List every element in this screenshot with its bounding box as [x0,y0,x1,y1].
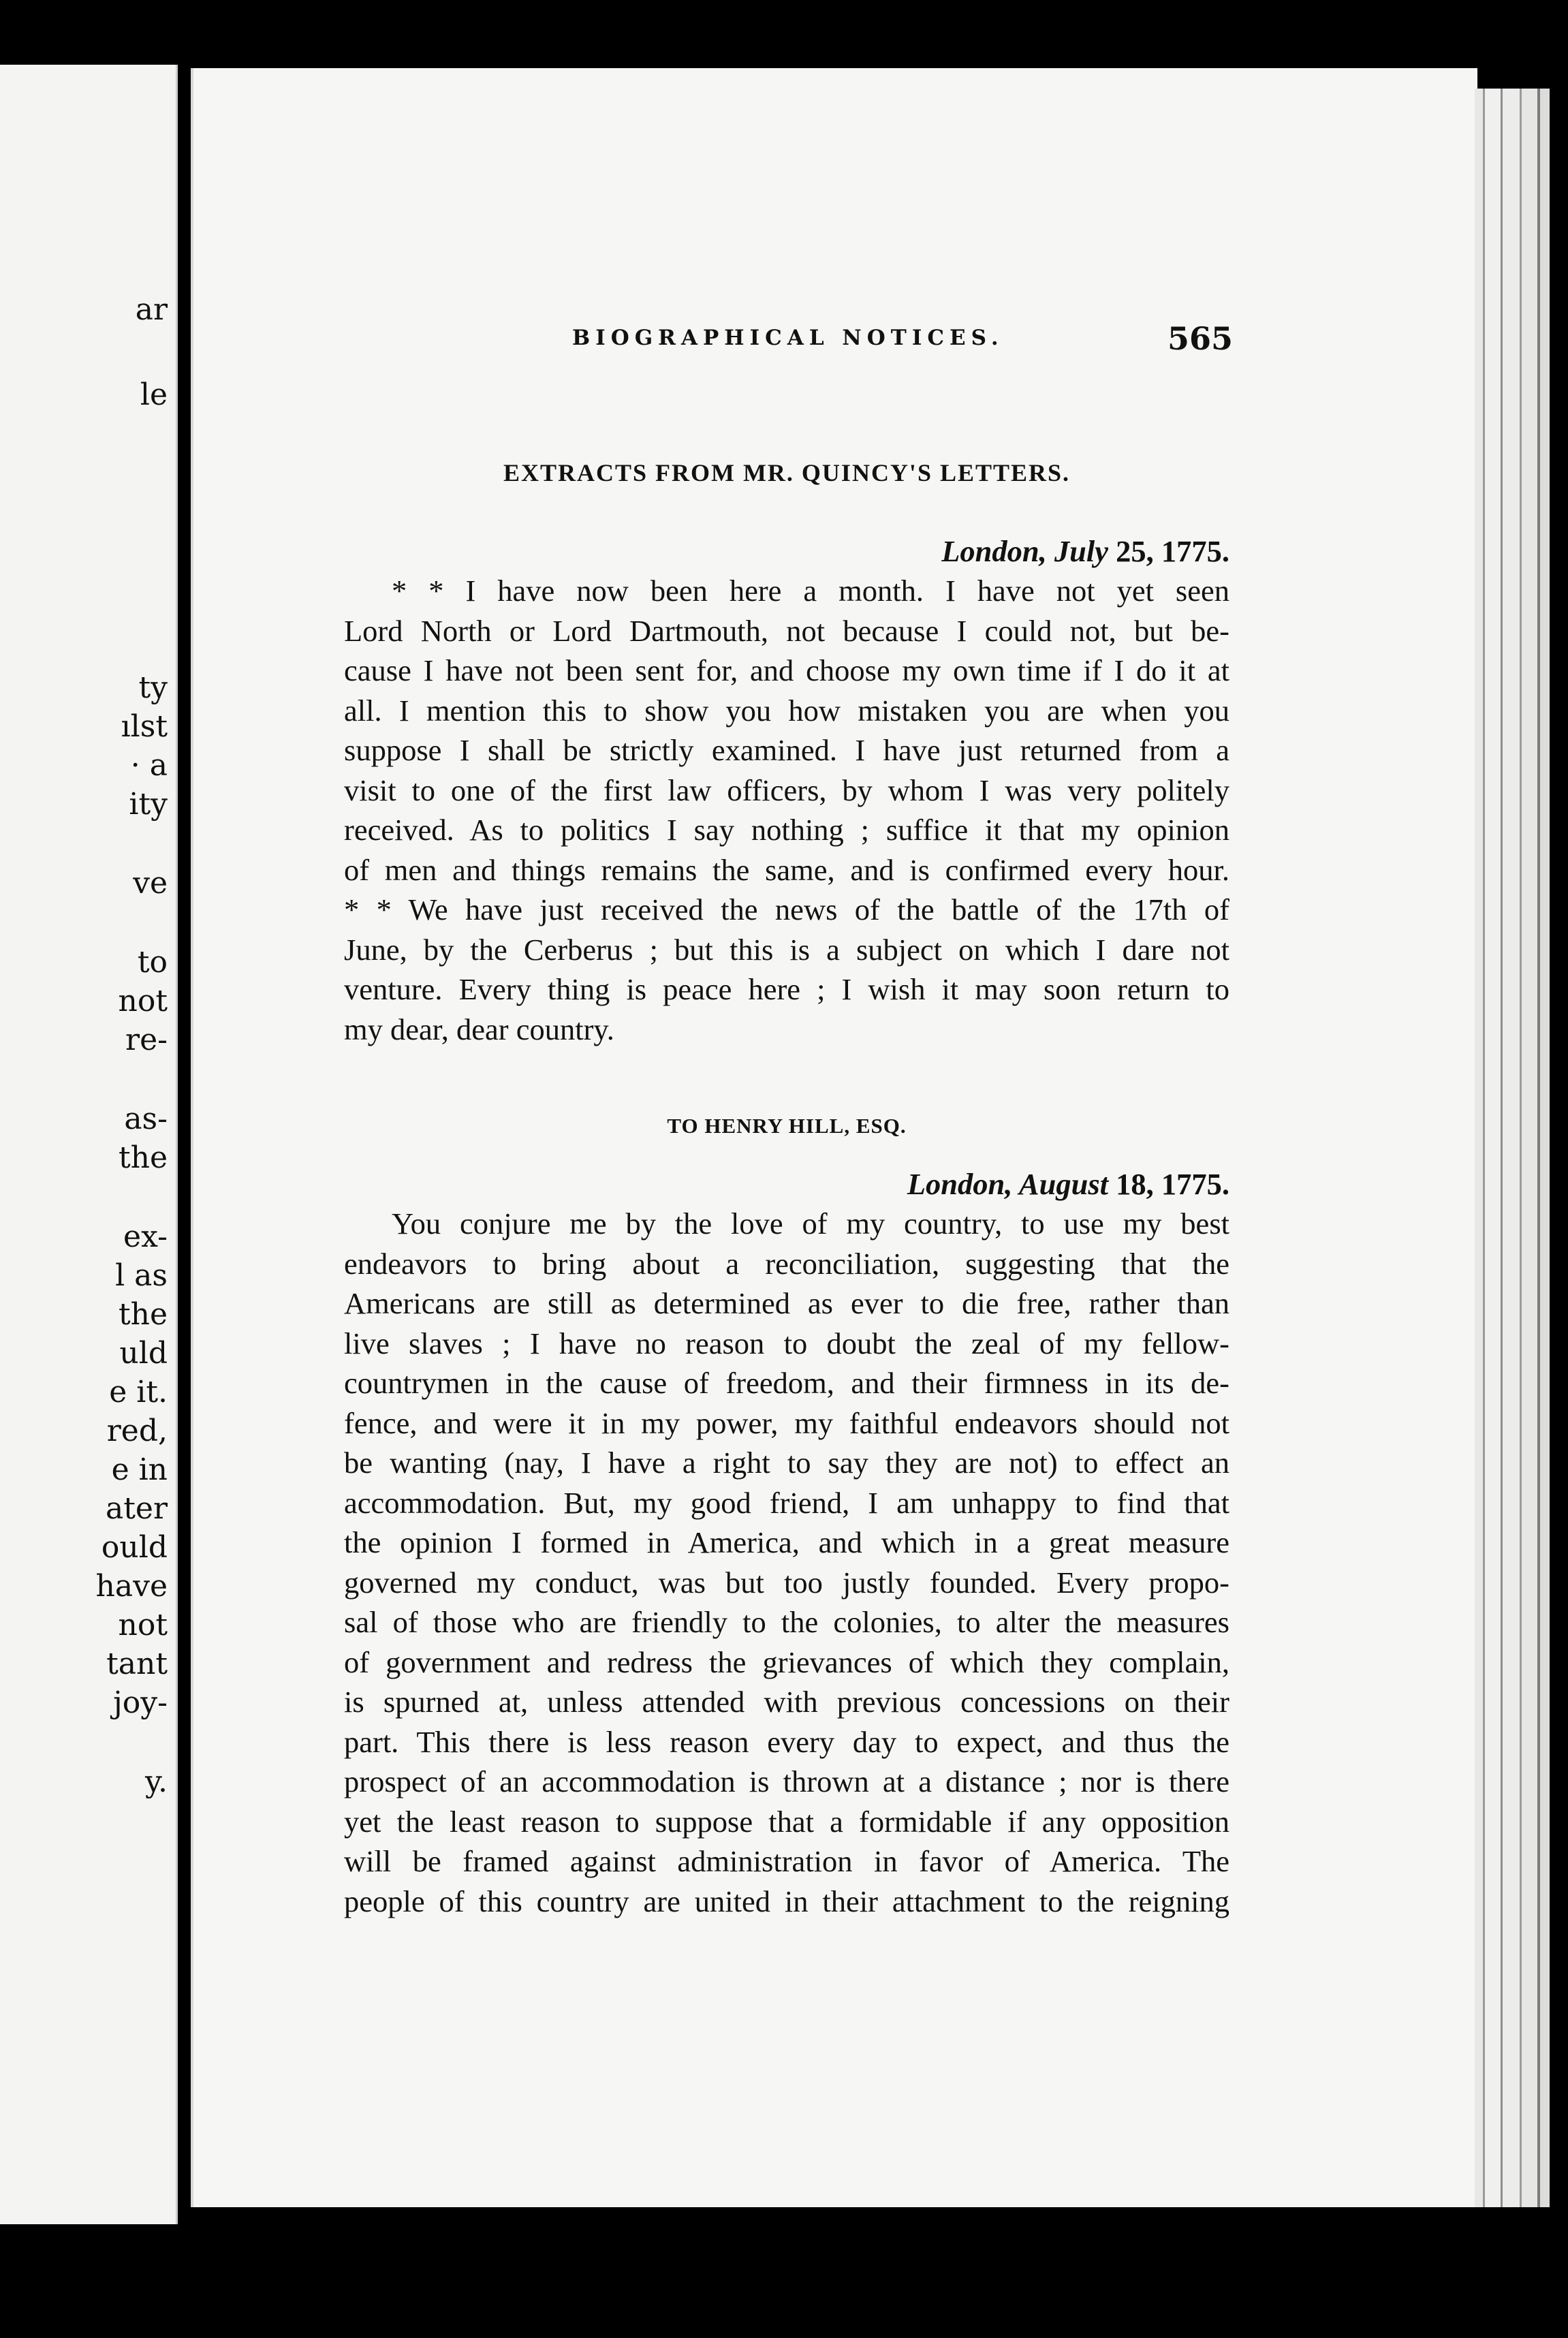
text-line: received. As to politics I say nothing ; suffice it that my opinion [344,813,1229,847]
left-page-text-fragment: e in [111,1452,168,1487]
left-page-text-fragment: l as [115,1258,168,1293]
section-title: EXTRACTS FROM MR. QUINCY'S LETTERS. [503,459,1071,486]
left-page-text-fragment: re- [125,1023,168,1057]
text-line: of men and things remains the same, and is confirmed every hour. [344,852,1229,887]
letter-2-body [344,1204,1229,1921]
text-line: venture. Every thing is peace here ; I wish it may soon return to [344,972,1229,1006]
dateline-letter-1 [344,531,1229,572]
left-page-text-fragment: ater [106,1491,168,1526]
left-page-text-fragment: to [137,945,168,980]
text-line: prospect of an accommodation is thrown at a distance ; nor is there [344,1764,1229,1798]
left-page-text-fragment: have [95,1569,168,1604]
text-line: June, by the Cerberus ; but this is a subject on which I dare not [344,932,1229,967]
left-page-fragment [0,65,178,2224]
left-page-text-fragment: tant [106,1647,168,1681]
running-title: BIOGRAPHICAL NOTICES. [572,326,1004,350]
text-line: cause I have not been sent for, and choose my own time if I do it at [344,653,1229,687]
text-line: all. I mention this to show you how mistaken you are when you [344,693,1229,728]
left-page-text-fragment: not [118,1608,168,1642]
text-line: accommodation. But, my good friend, I am unhappy to find that [344,1485,1229,1520]
addressee: TO HENRY HILL, ESQ. [667,1114,907,1138]
left-page-text-fragment: ar [135,292,168,327]
text-line: * * I have now been here a month. I have not yet seen [392,574,1229,608]
text-line: suppose I shall be strictly examined. I have just returned from a [344,733,1229,767]
text-line: is spurned at, unless attended with previous concessions on their [344,1685,1229,1719]
left-page-text-fragment: ve [133,866,168,901]
text-line: people of this country are united in their attachment to the reigning [344,1884,1229,1918]
left-page-text-fragment: ould [101,1530,168,1565]
text-line: Lord North or Lord Dartmouth, not because I could not, but be- [344,613,1229,648]
text-line: endeavors to bring about a reconciliation, suggesting that the [344,1246,1229,1281]
left-page-text-fragment: · a [130,748,168,783]
text-line: You conjure me by the love of my country, to use my best [392,1206,1229,1241]
left-page-text-fragment: uld [119,1336,168,1371]
left-page-text-fragment: the [118,1297,168,1332]
left-page-text-fragment: ılst [121,709,168,744]
text-line: part. This there is less reason every day to expect, and thus the [344,1724,1229,1759]
text-line: countrymen in the cause of freedom, and their firmness in its de- [344,1366,1229,1400]
left-page-text-fragment: le [140,377,168,412]
text-line: the opinion I formed in America, and which in a great measure [344,1525,1229,1559]
text-line: visit to one of the first law officers, by whom I was very politely [344,773,1229,807]
left-page-text-fragment: y. [145,1764,168,1799]
page-edges [1475,89,1550,2207]
text-line: my dear, dear country. [344,1012,614,1046]
text-line: fence, and were it in my power, my faithful endeavors should not [344,1405,1229,1440]
left-page-text-fragment: ty [138,670,168,705]
left-page-text-fragment: ity [129,787,168,822]
letter-1-body [344,571,1229,1049]
text-line: sal of those who are friendly to the colonies, to alter the measures [344,1605,1229,1639]
text-line: yet the least reason to suppose that a formidable if any opposition [344,1804,1229,1839]
left-page-text-fragment: e it. [109,1375,168,1409]
text-line: Americans are still as determined as ever to die free, rather than [344,1286,1229,1320]
text-line: * * We have just received the news of the battle of the 17th of [344,892,1229,926]
text-line: governed my conduct, was but too justly founded. Every propo- [344,1565,1229,1600]
text-line: be wanting (nay, I have a right to say they are not) to effect an [344,1446,1229,1480]
text-line: will be framed against administration in favor of America. The [344,1844,1229,1878]
dateline-year: 18, 1775. [1116,1166,1229,1201]
text-line: live slaves ; I have no reason to doubt the zeal of my fellow- [344,1326,1229,1360]
left-page-text-fragment: the [118,1140,168,1175]
dateline-year: 25, 1775. [1116,533,1229,568]
left-page-text-fragment: red, [106,1414,168,1448]
left-page-text-fragment: ex- [123,1219,168,1254]
text-line: of government and redress the grievances of which they complain, [344,1645,1229,1679]
dateline-letter-2 [344,1164,1229,1204]
dateline-place: London, August [907,1166,1108,1201]
dateline-place: London, July [941,533,1108,568]
page-text [344,453,1229,1921]
left-page-text-fragment: as- [124,1102,168,1136]
page-number: 565 [1167,320,1233,357]
left-page-text-fragment: joy- [113,1685,168,1720]
left-page-text-fragment: not [118,984,168,1018]
